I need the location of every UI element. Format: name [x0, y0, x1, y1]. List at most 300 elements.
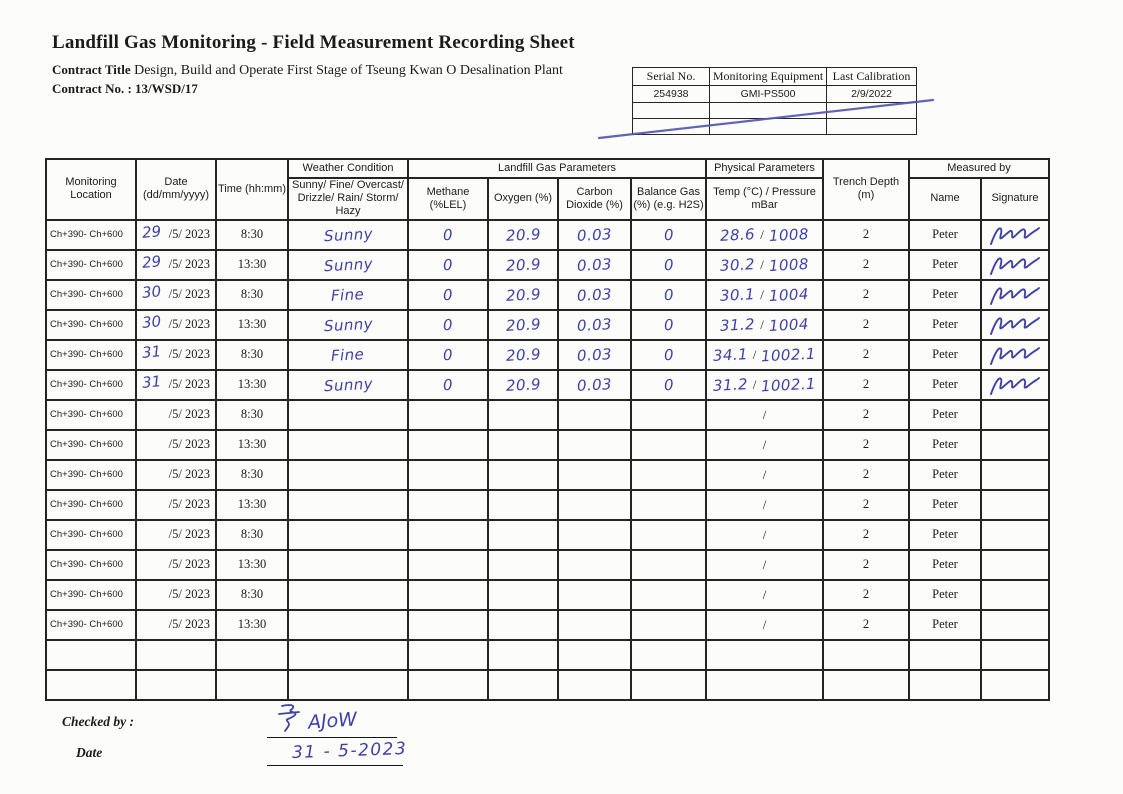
date-line	[267, 765, 403, 766]
handwritten-day: 29	[141, 251, 162, 272]
balance-gas-cell	[631, 550, 706, 580]
time-cell: 13:30	[216, 550, 288, 580]
oxygen-cell	[488, 610, 558, 640]
handwritten-co2: 0.03	[576, 284, 613, 305]
handwritten-balance-gas: 0	[663, 345, 674, 364]
contract-no-value: 13/WSD/17	[135, 81, 198, 96]
signature-cell	[981, 400, 1049, 430]
balance-gas-header: Balance Gas (%) (e.g. H2S)	[631, 178, 706, 220]
name-cell: Peter	[909, 250, 981, 280]
weather-cell	[288, 580, 408, 610]
weather-cell	[288, 280, 408, 310]
name-cell: Peter	[909, 400, 981, 430]
monitoring-location-cell: Ch+390- Ch+600	[46, 310, 136, 340]
handwritten-balance-gas: 0	[663, 285, 674, 304]
co2-cell	[558, 310, 631, 340]
oxygen-cell	[488, 550, 558, 580]
signature-cell	[981, 310, 1049, 340]
temp-pressure-cell	[706, 310, 823, 340]
handwritten-weather: Sunny	[323, 374, 373, 395]
signature-scribble	[987, 223, 1043, 247]
handwritten-oxygen: 20.9	[505, 314, 541, 335]
trench-depth-cell: 2	[823, 250, 909, 280]
contract-title-label: Contract Title	[52, 62, 131, 77]
temp-pressure-cell	[706, 580, 823, 610]
temp-pressure-cell	[706, 520, 823, 550]
methane-cell	[408, 430, 488, 460]
equipment-empty-cell	[633, 119, 710, 135]
oxygen-cell	[488, 310, 558, 340]
monitoring-location-cell: Ch+390- Ch+600	[46, 460, 136, 490]
equipment-table	[632, 67, 917, 135]
main-table-body	[46, 220, 1049, 700]
name-cell: Peter	[909, 460, 981, 490]
name-cell: Peter	[909, 430, 981, 460]
weather-cell	[288, 400, 408, 430]
time-cell: 8:30	[216, 280, 288, 310]
name-cell: Peter	[909, 370, 981, 400]
co2-cell	[558, 520, 631, 550]
oxygen-cell	[488, 520, 558, 550]
temp-pressure-header: Temp (°C) / Pressure mBar	[706, 178, 823, 220]
handwritten-methane: 0	[442, 225, 454, 244]
table-row	[46, 220, 1049, 250]
time-cell: 8:30	[216, 220, 288, 250]
signature-scribble	[987, 253, 1043, 277]
co2-cell	[558, 400, 631, 430]
balance-gas-cell	[631, 460, 706, 490]
signature-header: Signature	[981, 178, 1049, 220]
weather-cell	[288, 220, 408, 250]
equipment-empty-cell	[827, 103, 917, 119]
printed-slash: /	[760, 286, 764, 302]
table-row	[46, 520, 1049, 550]
time-cell: 8:30	[216, 400, 288, 430]
date-cell	[136, 520, 216, 550]
handwritten-day: 31	[141, 371, 162, 392]
printed-slash: /	[762, 466, 767, 482]
trench-depth-cell: 2	[823, 340, 909, 370]
handwritten-balance-gas: 0	[663, 315, 674, 334]
handwritten-co2: 0.03	[576, 374, 613, 395]
table-row	[46, 580, 1049, 610]
trench-depth-cell: 2	[823, 550, 909, 580]
handwritten-checked-date: 31 - 5-2023	[291, 738, 408, 764]
weather-cell	[288, 370, 408, 400]
co2-cell	[558, 280, 631, 310]
signature-cell	[981, 340, 1049, 370]
handwritten-methane: 0	[442, 285, 454, 304]
handwritten-methane: 0	[442, 345, 454, 364]
time-cell: 13:30	[216, 490, 288, 520]
trench-depth-cell: 2	[823, 430, 909, 460]
temp-pressure-cell	[706, 340, 823, 370]
printed-slash: /	[752, 376, 757, 392]
handwritten-oxygen: 20.9	[505, 224, 541, 245]
table-row	[46, 460, 1049, 490]
time-cell: 8:30	[216, 460, 288, 490]
handwritten-oxygen: 20.9	[505, 284, 541, 305]
printed-slash: /	[760, 316, 764, 332]
printed-slash: /	[762, 496, 767, 512]
trench-depth-cell: 2	[823, 460, 909, 490]
printed-date: /5/ 2023	[168, 287, 210, 302]
monitoring-location-cell: Ch+390- Ch+600	[46, 550, 136, 580]
balance-gas-cell	[631, 430, 706, 460]
temp-pressure-cell	[706, 460, 823, 490]
oxygen-cell	[488, 370, 558, 400]
monitoring-location-cell: Ch+390- Ch+600	[46, 280, 136, 310]
name-cell: Peter	[909, 340, 981, 370]
time-cell: 8:30	[216, 520, 288, 550]
name-header: Name	[909, 178, 981, 220]
contract-title-line	[52, 62, 563, 79]
checked-by-signature	[276, 702, 357, 732]
handwritten-temp: 28.6	[719, 224, 756, 245]
printed-date: /5/ 2023	[168, 527, 210, 542]
checked-by-label: Checked by :	[62, 714, 134, 729]
trench-depth-cell: 2	[823, 580, 909, 610]
monitoring-location-cell: Ch+390- Ch+600	[46, 370, 136, 400]
name-cell: Peter	[909, 280, 981, 310]
methane-cell	[408, 340, 488, 370]
weather-condition-header: Weather Condition	[288, 159, 408, 178]
name-cell: Peter	[909, 610, 981, 640]
handwritten-temp: 34.1	[712, 344, 749, 365]
temp-pressure-cell	[706, 430, 823, 460]
printed-date: /5/ 2023	[168, 227, 210, 242]
balance-gas-cell	[631, 580, 706, 610]
co2-cell	[558, 580, 631, 610]
temp-pressure-cell	[706, 400, 823, 430]
date-cell	[136, 490, 216, 520]
balance-gas-cell	[631, 520, 706, 550]
methane-header: Methane (%LEL)	[408, 178, 488, 220]
weather-cell	[288, 460, 408, 490]
monitoring-location-cell: Ch+390- Ch+600	[46, 520, 136, 550]
monitoring-location-cell: Ch+390- Ch+600	[46, 610, 136, 640]
table-row	[46, 310, 1049, 340]
co2-cell	[558, 460, 631, 490]
name-cell: Peter	[909, 520, 981, 550]
signature-scribble	[987, 283, 1043, 307]
oxygen-cell	[488, 280, 558, 310]
main-table	[45, 158, 1050, 701]
handwritten-temp: 31.2	[712, 374, 749, 395]
checked-by-line	[267, 737, 397, 738]
balance-gas-cell	[631, 370, 706, 400]
printed-slash: /	[760, 226, 764, 242]
signature-scribble	[987, 373, 1043, 397]
carbon-dioxide-header: Carbon Dioxide (%)	[558, 178, 631, 220]
handwritten-weather: Fine	[330, 344, 366, 365]
weather-cell	[288, 550, 408, 580]
trench-depth-cell: 2	[823, 520, 909, 550]
co2-cell	[558, 550, 631, 580]
methane-cell	[408, 460, 488, 490]
monitoring-location-cell: Ch+390- Ch+600	[46, 580, 136, 610]
temp-pressure-cell	[706, 610, 823, 640]
landfill-gas-header: Landfill Gas Parameters	[408, 159, 706, 178]
methane-cell	[408, 490, 488, 520]
contract-no-line	[52, 81, 198, 97]
balance-gas-cell	[631, 610, 706, 640]
serial-no-header: Serial No.	[633, 68, 710, 86]
balance-gas-cell	[631, 310, 706, 340]
balance-gas-cell	[631, 490, 706, 520]
methane-cell	[408, 400, 488, 430]
handwritten-pressure: 1004	[768, 314, 810, 335]
methane-cell	[408, 250, 488, 280]
date-cell	[136, 340, 216, 370]
signature-cell	[981, 550, 1049, 580]
balance-gas-cell	[631, 250, 706, 280]
contract-title-value: Design, Build and Operate First Stage of Tseung Kwan O Desalination Plant	[134, 63, 563, 78]
printed-date: /5/ 2023	[168, 257, 210, 272]
date-cell	[136, 400, 216, 430]
table-row	[46, 250, 1049, 280]
handwritten-day: 30	[141, 311, 162, 332]
signature-cell	[981, 280, 1049, 310]
page-title: Landfill Gas Monitoring - Field Measurement Recording Sheet	[52, 32, 575, 53]
date-cell	[136, 310, 216, 340]
handwritten-pressure: 1002.1	[760, 344, 817, 365]
oxygen-header: Oxygen (%)	[488, 178, 558, 220]
co2-cell	[558, 250, 631, 280]
printed-date: /5/ 2023	[168, 347, 210, 362]
time-cell: 13:30	[216, 610, 288, 640]
time-cell: 8:30	[216, 580, 288, 610]
time-cell: 13:30	[216, 430, 288, 460]
methane-cell	[408, 520, 488, 550]
signature-cell	[981, 520, 1049, 550]
handwritten-methane: 0	[442, 375, 454, 394]
handwritten-temp: 30.2	[719, 254, 756, 275]
handwritten-pressure: 1002.1	[760, 374, 817, 395]
oxygen-cell	[488, 340, 558, 370]
date-cell	[136, 430, 216, 460]
serial-no-value: 254938	[633, 86, 710, 103]
methane-cell	[408, 220, 488, 250]
oxygen-cell	[488, 220, 558, 250]
signature-cell	[981, 220, 1049, 250]
table-row	[46, 430, 1049, 460]
signature-cell	[981, 610, 1049, 640]
monitoring-location-cell: Ch+390- Ch+600	[46, 250, 136, 280]
signature-scribble	[987, 343, 1043, 367]
handwritten-methane: 0	[442, 255, 454, 274]
methane-cell	[408, 550, 488, 580]
handwritten-co2: 0.03	[576, 344, 613, 365]
co2-cell	[558, 340, 631, 370]
table-row	[46, 610, 1049, 640]
signature-cell	[981, 490, 1049, 520]
temp-pressure-cell	[706, 490, 823, 520]
weather-cell	[288, 310, 408, 340]
temp-pressure-cell	[706, 370, 823, 400]
printed-slash: /	[752, 346, 757, 362]
date-cell	[136, 610, 216, 640]
handwritten-methane: 0	[442, 315, 454, 334]
checked-by-name: AJoW	[307, 708, 358, 734]
table-row	[46, 370, 1049, 400]
trench-depth-cell: 2	[823, 490, 909, 520]
trench-depth-cell: 2	[823, 310, 909, 340]
printed-slash: /	[762, 406, 767, 422]
signature-cell	[981, 460, 1049, 490]
methane-cell	[408, 580, 488, 610]
handwritten-pressure: 1008	[768, 254, 810, 275]
printed-date: /5/ 2023	[168, 467, 210, 482]
signature-cell	[981, 580, 1049, 610]
methane-cell	[408, 310, 488, 340]
printed-slash: /	[762, 556, 767, 572]
monitoring-location-header: Monitoring Location	[46, 159, 136, 220]
signature-cell	[981, 430, 1049, 460]
handwritten-temp: 30.1	[719, 284, 756, 305]
handwritten-temp: 31.2	[719, 314, 756, 335]
time-cell: 8:30	[216, 340, 288, 370]
measured-by-header: Measured by	[909, 159, 1049, 178]
equipment-empty-cell	[710, 103, 827, 119]
name-cell: Peter	[909, 310, 981, 340]
oxygen-cell	[488, 250, 558, 280]
signature-cell	[981, 370, 1049, 400]
table-row	[46, 280, 1049, 310]
handwritten-balance-gas: 0	[663, 225, 674, 244]
balance-gas-cell	[631, 400, 706, 430]
monitoring-equipment-value: GMI-PS500	[710, 86, 827, 103]
balance-gas-cell	[631, 220, 706, 250]
temp-pressure-cell	[706, 250, 823, 280]
trench-depth-cell: 2	[823, 280, 909, 310]
weather-cell	[288, 250, 408, 280]
monitoring-location-cell: Ch+390- Ch+600	[46, 220, 136, 250]
monitoring-location-cell: Ch+390- Ch+600	[46, 490, 136, 520]
handwritten-oxygen: 20.9	[505, 254, 541, 275]
blank-table-row	[46, 670, 1049, 700]
printed-slash: /	[760, 256, 764, 272]
date-cell	[136, 280, 216, 310]
signature-cell	[981, 250, 1049, 280]
handwritten-weather: Sunny	[323, 314, 373, 335]
temp-pressure-cell	[706, 280, 823, 310]
equipment-empty-cell	[827, 119, 917, 135]
last-calibration-value: 2/9/2022	[827, 86, 917, 103]
date-cell	[136, 250, 216, 280]
trench-depth-cell: 2	[823, 220, 909, 250]
handwritten-balance-gas: 0	[663, 255, 674, 274]
date-cell	[136, 550, 216, 580]
equipment-empty-cell	[633, 103, 710, 119]
trench-depth-header: Trench Depth (m)	[823, 159, 909, 220]
methane-cell	[408, 370, 488, 400]
date-header: Date (dd/mm/yyyy)	[136, 159, 216, 220]
oxygen-cell	[488, 460, 558, 490]
time-cell: 13:30	[216, 370, 288, 400]
weather-cell	[288, 430, 408, 460]
printed-date: /5/ 2023	[168, 557, 210, 572]
date-cell	[136, 370, 216, 400]
signature-scribble	[276, 702, 302, 732]
date-cell	[136, 220, 216, 250]
handwritten-co2: 0.03	[576, 314, 613, 335]
weather-sub-header: Sunny/ Fine/ Overcast/ Drizzle/ Rain/ Storm/ Hazy	[288, 178, 408, 220]
contract-no-label: Contract No. :	[52, 81, 132, 96]
oxygen-cell	[488, 400, 558, 430]
time-cell: 13:30	[216, 310, 288, 340]
name-cell: Peter	[909, 220, 981, 250]
methane-cell	[408, 280, 488, 310]
weather-cell	[288, 340, 408, 370]
oxygen-cell	[488, 430, 558, 460]
handwritten-day: 30	[141, 281, 162, 302]
handwritten-day: 29	[141, 221, 162, 242]
co2-cell	[558, 430, 631, 460]
monitoring-location-cell: Ch+390- Ch+600	[46, 340, 136, 370]
oxygen-cell	[488, 580, 558, 610]
date-cell	[136, 460, 216, 490]
co2-cell	[558, 490, 631, 520]
monitoring-equipment-header: Monitoring Equipment	[710, 68, 827, 86]
handwritten-pressure: 1008	[768, 224, 810, 245]
printed-date: /5/ 2023	[168, 497, 210, 512]
signature-scribble	[987, 313, 1043, 337]
handwritten-weather: Sunny	[323, 254, 373, 275]
printed-slash: /	[762, 616, 767, 632]
handwritten-weather: Sunny	[323, 224, 373, 245]
co2-cell	[558, 610, 631, 640]
temp-pressure-cell	[706, 220, 823, 250]
monitoring-location-cell: Ch+390- Ch+600	[46, 430, 136, 460]
table-row	[46, 340, 1049, 370]
weather-cell	[288, 610, 408, 640]
time-header: Time (hh:mm)	[216, 159, 288, 220]
printed-date: /5/ 2023	[168, 587, 210, 602]
time-cell: 13:30	[216, 250, 288, 280]
name-cell: Peter	[909, 550, 981, 580]
printed-slash: /	[762, 436, 767, 452]
handwritten-day: 31	[141, 341, 162, 362]
date-cell	[136, 580, 216, 610]
blank-table-row	[46, 640, 1049, 670]
handwritten-co2: 0.03	[576, 224, 613, 245]
balance-gas-cell	[631, 280, 706, 310]
handwritten-pressure: 1004	[768, 284, 810, 305]
methane-cell	[408, 610, 488, 640]
printed-date: /5/ 2023	[168, 407, 210, 422]
table-row	[46, 400, 1049, 430]
monitoring-location-cell: Ch+390- Ch+600	[46, 400, 136, 430]
equipment-empty-cell	[710, 119, 827, 135]
printed-date: /5/ 2023	[168, 437, 210, 452]
co2-cell	[558, 370, 631, 400]
balance-gas-cell	[631, 340, 706, 370]
handwritten-co2: 0.03	[576, 254, 613, 275]
weather-cell	[288, 490, 408, 520]
date-label: Date	[76, 745, 103, 760]
co2-cell	[558, 220, 631, 250]
printed-date: /5/ 2023	[168, 377, 210, 392]
physical-parameters-header: Physical Parameters	[706, 159, 823, 178]
name-cell: Peter	[909, 580, 981, 610]
oxygen-cell	[488, 490, 558, 520]
table-row	[46, 550, 1049, 580]
handwritten-balance-gas: 0	[663, 375, 674, 394]
last-calibration-header: Last Calibration	[827, 68, 917, 86]
trench-depth-cell: 2	[823, 370, 909, 400]
handwritten-weather: Fine	[330, 284, 366, 305]
